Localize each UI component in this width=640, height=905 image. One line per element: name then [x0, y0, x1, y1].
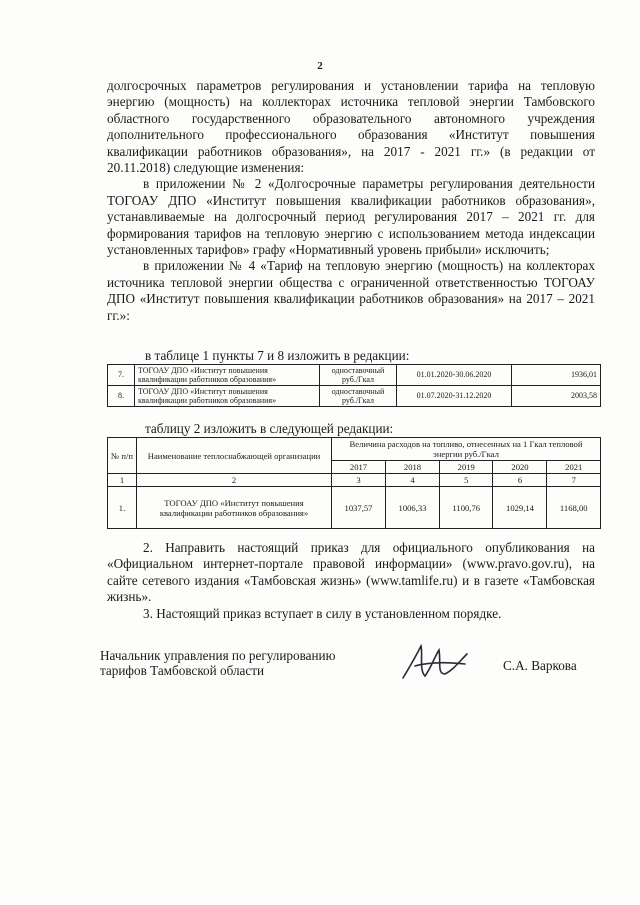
- tariff-type-cell: одноставочный руб./Гкал: [320, 365, 397, 386]
- index-cell: 5: [440, 474, 493, 487]
- year-cell: 2018: [386, 461, 440, 474]
- organization-cell: ТОГОАУ ДПО «Институт повышения квалификации работников образования»: [135, 365, 320, 386]
- paragraph-2: в приложении № 2 «Долгосрочные параметры регулирования деятельности ТОГОАУ ДПО «Институт повышения квалификации работников образования», устанавливаемые на долгосрочный период регулирования 2017 – 2021 гг. для формирования тарифов на тепловую энергию с использованием метода индексации установленных тарифов» графу «Нормативный уровень прибыли» исключить;: [107, 176, 595, 258]
- index-cell: 4: [386, 474, 440, 487]
- tariff-table-1: [107, 364, 601, 407]
- value-cell: 1029,14: [493, 487, 547, 529]
- table-header-row: [108, 438, 601, 461]
- signatory-title: [100, 648, 335, 678]
- table-index-row: [108, 474, 601, 487]
- year-cell: 2021: [547, 461, 601, 474]
- tariff-type-cell: одноставочный руб./Гкал: [320, 386, 397, 407]
- period-cell: 01.07.2020-31.12.2020: [397, 386, 512, 407]
- row-number: 8.: [108, 386, 135, 407]
- row-number: 7.: [108, 365, 135, 386]
- order-body: [107, 78, 595, 324]
- header-values: Величина расходов на топливо, отнесенных на 1 Гкал тепловой энергии руб./Гкал: [332, 438, 601, 461]
- table-row: [108, 365, 601, 386]
- table2-intro: таблицу 2 изложить в следующей редакции:: [145, 421, 394, 436]
- item-2: 2. Направить настоящий приказ для официального опубликования на «Официальном интернет-портале правовой информации» (www.pravo.gov.ru), на сайте сетевого издания «Тамбовская жизнь» (www.tamlife.ru) и в газете «Тамбовская жизнь».: [107, 540, 595, 605]
- index-cell: 7: [547, 474, 601, 487]
- index-cell: 2: [137, 474, 332, 487]
- item-3: 3. Настоящий приказ вступает в силу в установленном порядке.: [143, 605, 502, 621]
- tariff-value-cell: 2003,58: [512, 386, 601, 407]
- index-cell: 3: [332, 474, 386, 487]
- table1-intro: в таблице 1 пункты 7 и 8 изложить в редакции:: [145, 348, 410, 363]
- closing-items: [107, 540, 595, 622]
- year-cell: 2019: [440, 461, 493, 474]
- year-cell: 2020: [493, 461, 547, 474]
- paragraph-1: долгосрочных параметров регулирования и установлении тарифа на тепловую энергию (мощность) на коллекторах источника тепловой энергии Тамбовского областного государственного образовательного автономного учреждения дополнительного профессионального образования «Институт повышения квалификации работников образования», на 2017 - 2021 гг.» (в редакции от 20.11.2018) следующие изменения:: [107, 78, 595, 176]
- signatory-title-line-1: Начальник управления по регулированию: [100, 648, 336, 663]
- handwritten-signature: [395, 640, 475, 685]
- fuel-cost-table: [107, 437, 601, 529]
- value-cell: 1168,00: [547, 487, 601, 529]
- paragraph-3: в приложении № 4 «Тариф на тепловую энергию (мощность) на коллекторах источника тепловой энергии общества с ограниченной ответственностью ТОГОАУ ДПО «Институт повышения квалификации работников образования» на 2017 – 2021 гг.»:: [107, 258, 595, 323]
- row-number: 1.: [108, 487, 137, 529]
- value-cell: 1037,57: [332, 487, 386, 529]
- table-row: [108, 487, 601, 529]
- header-organization: Наименование теплоснабжающей организации: [137, 438, 332, 474]
- organization-cell: ТОГОАУ ДПО «Институт повышения квалификации работников образования»: [137, 487, 332, 529]
- year-cell: 2017: [332, 461, 386, 474]
- tariff-value-cell: 1936,01: [512, 365, 601, 386]
- header-num: № п/п: [108, 438, 137, 474]
- period-cell: 01.01.2020-30.06.2020: [397, 365, 512, 386]
- signatory-title-line-2: тарифов Тамбовской области: [100, 663, 265, 678]
- signatory-name: С.А. Варкова: [503, 658, 577, 673]
- table-row: [108, 386, 601, 407]
- index-cell: 6: [493, 474, 547, 487]
- index-cell: 1: [108, 474, 137, 487]
- value-cell: 1006,33: [386, 487, 440, 529]
- page-number: 2: [317, 60, 323, 72]
- value-cell: 1100,76: [440, 487, 493, 529]
- organization-cell: ТОГОАУ ДПО «Институт повышения квалификации работников образования»: [135, 386, 320, 407]
